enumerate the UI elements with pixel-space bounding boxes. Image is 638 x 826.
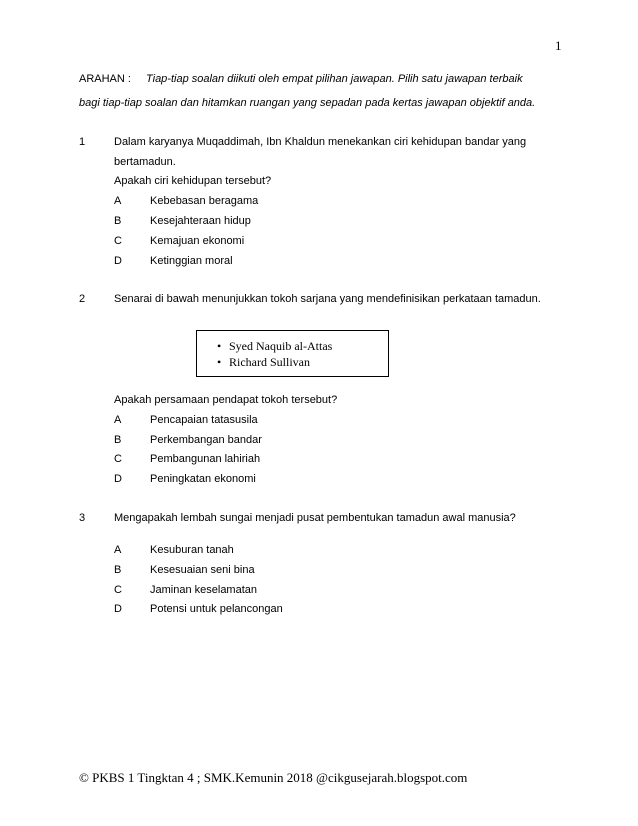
q2-option-d-letter: D bbox=[114, 473, 122, 485]
scholar-name: Syed Naquib al-Attas bbox=[229, 339, 333, 353]
instruction-line-2: bagi tiap-tiap soalan dan hitamkan ruangan yang sepadan pada kertas jawapan objektif anda. bbox=[79, 97, 536, 109]
bullet-glyph: • bbox=[217, 355, 222, 369]
q3-option-c-text: Jaminan keselamatan bbox=[150, 584, 258, 596]
q1-option-b-letter: B bbox=[114, 215, 122, 227]
question-1-line-1: Dalam karyanya Muqaddimah, Ibn Khaldun menekankan ciri kehidupan bandar yang bbox=[114, 136, 527, 148]
question-2-after-box: Apakah persamaan pendapat tokoh tersebut? bbox=[114, 394, 338, 406]
q1-option-c-letter: C bbox=[114, 235, 122, 247]
scholar-list-item bbox=[217, 338, 333, 354]
q2-option-d-text: Peningkatan ekonomi bbox=[150, 473, 256, 485]
q2-option-a-letter: A bbox=[114, 414, 122, 426]
q3-option-d-letter: D bbox=[114, 603, 122, 615]
q3-option-d-text: Potensi untuk pelancongan bbox=[150, 603, 283, 615]
q1-option-d-letter: D bbox=[114, 255, 122, 267]
q1-option-b-text: Kesejahteraan hidup bbox=[150, 215, 251, 227]
question-3-line-1: Mengapakah lembah sungai menjadi pusat pembentukan tamadun awal manusia? bbox=[114, 512, 516, 524]
q2-option-a-text: Pencapaian tatasusila bbox=[150, 414, 258, 426]
q1-option-c-text: Kemajuan ekonomi bbox=[150, 235, 245, 247]
q1-option-a-text: Kebebasan beragama bbox=[150, 195, 259, 207]
page-number: 1 bbox=[555, 38, 562, 53]
q3-option-a-letter: A bbox=[114, 544, 122, 556]
scholar-name: Richard Sullivan bbox=[229, 355, 310, 369]
question-1-line-2: bertamadun. bbox=[114, 156, 176, 168]
q2-option-c-text: Pembangunan lahiriah bbox=[150, 453, 261, 465]
question-3-number: 3 bbox=[79, 512, 86, 524]
scholar-list-item bbox=[217, 354, 332, 370]
instruction-line-1: Tiap-tiap soalan diikuti oleh empat pilihan jawapan. Pilih satu jawapan terbaik bbox=[146, 73, 523, 85]
q2-option-b-letter: B bbox=[114, 434, 122, 446]
q1-option-d-text: Ketinggian moral bbox=[150, 255, 233, 267]
q3-option-a-text: Kesuburan tanah bbox=[150, 544, 234, 556]
question-2-number: 2 bbox=[79, 293, 86, 305]
q2-option-b-text: Perkembangan bandar bbox=[150, 434, 262, 446]
question-1-number: 1 bbox=[79, 136, 86, 148]
q3-option-b-letter: B bbox=[114, 564, 122, 576]
page-footer: © PKBS 1 Tingktan 4 ; SMK.Kemunin 2018 @cikgusejarah.blogspot.com bbox=[79, 770, 468, 785]
q3-option-c-letter: C bbox=[114, 584, 122, 596]
scholar-list-box bbox=[196, 330, 389, 377]
q1-option-a-letter: A bbox=[114, 195, 122, 207]
instruction-label: ARAHAN : bbox=[79, 73, 131, 85]
bullet-glyph: • bbox=[217, 339, 222, 353]
question-2-line-1: Senarai di bawah menunjukkan tokoh sarjana yang mendefinisikan perkataan tamadun. bbox=[114, 293, 541, 305]
q3-option-b-text: Kesesuaian seni bina bbox=[150, 564, 255, 576]
q2-option-c-letter: C bbox=[114, 453, 122, 465]
question-1-line-3: Apakah ciri kehidupan tersebut? bbox=[114, 175, 272, 187]
